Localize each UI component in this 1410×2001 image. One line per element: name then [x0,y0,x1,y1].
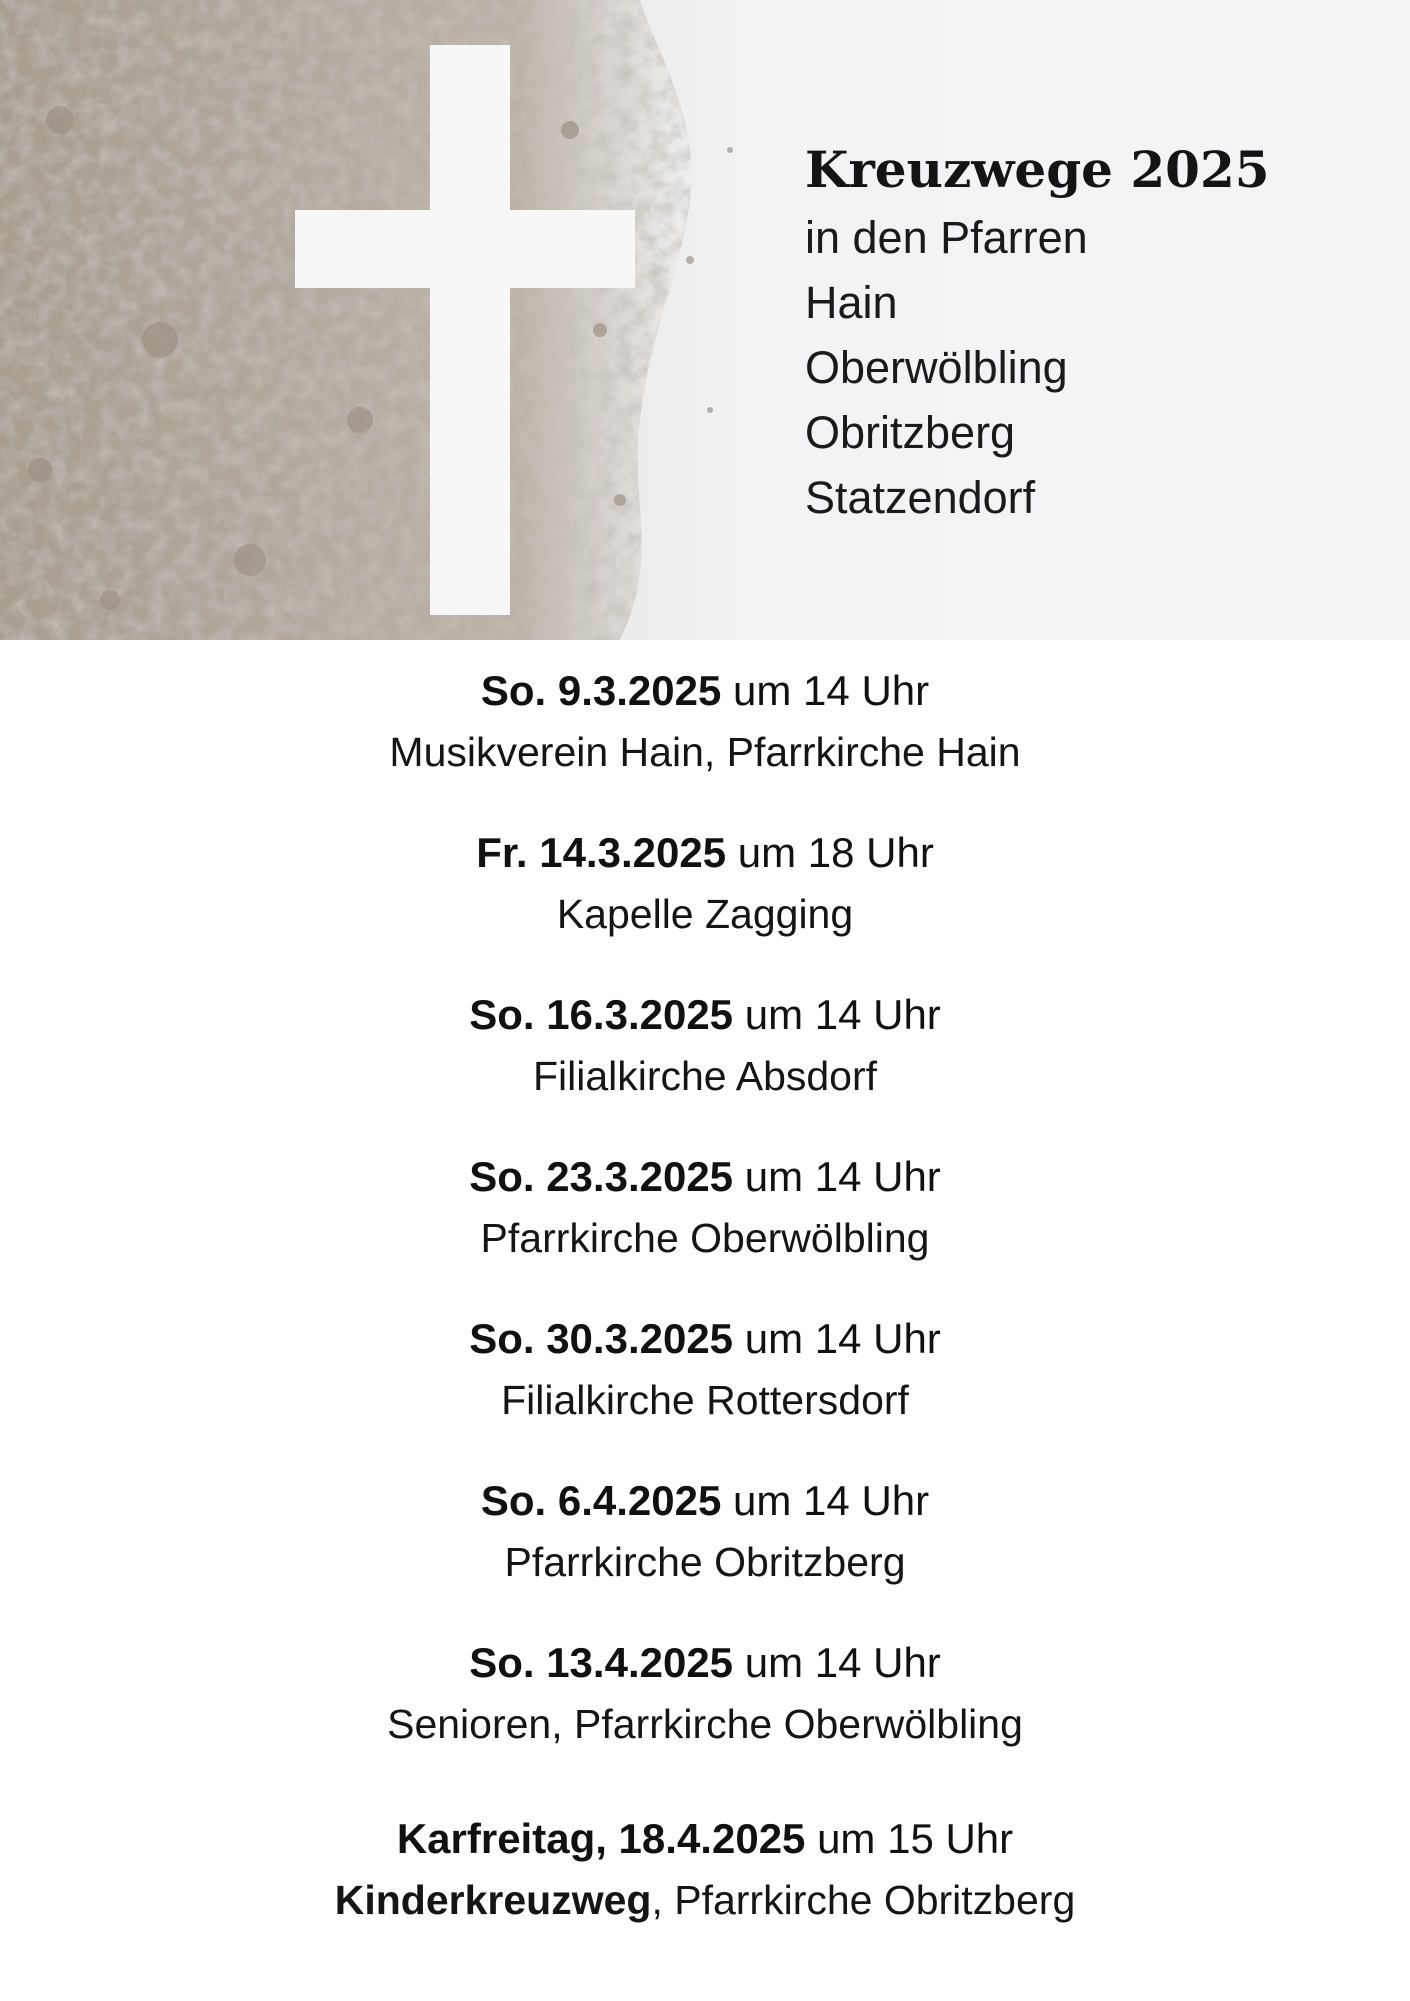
event-date: So. 13.4.2025 [469,1639,734,1686]
event-item [0,1470,1410,1592]
event-location-rest: , Pfarrkirche Obritzberg [651,1877,1076,1923]
event-location: Kapelle Zagging [556,891,854,937]
event-item [0,1308,1410,1430]
event-location [0,1870,1410,1930]
event-location: Filialkirche Absdorf [532,1053,878,1099]
event-datetime [0,1632,1410,1694]
event-item [0,1632,1410,1754]
subtitle-line: in den Pfarren [805,212,1088,263]
event-location: Senioren, Pfarrkirche Oberwölbling [387,1701,1023,1747]
event-highlight: Kinderkreuzweg [334,1877,652,1923]
event-location: Musikverein Hain, Pfarrkirche Hain [389,729,1021,775]
event-item [0,822,1410,944]
event-datetime [0,1308,1410,1370]
event-date: Fr. 14.3.2025 [476,829,727,876]
event-date: So. 6.4.2025 [480,1477,722,1524]
event-time: um 14 Uhr [733,991,941,1038]
event-item [0,984,1410,1106]
event-date: So. 9.3.2025 [480,667,722,714]
event-time: um 14 Uhr [721,667,930,714]
event-list [0,660,1410,1970]
event-time: um 14 Uhr [733,1153,941,1200]
event-time: um 14 Uhr [733,1639,941,1686]
event-location: Filialkirche Rottersdorf [501,1377,909,1423]
event-location: Pfarrkirche Obritzberg [504,1539,906,1585]
event-time: um 15 Uhr [805,1815,1014,1862]
parish-oberwoelbling: Oberwölbling [805,342,1068,393]
event-datetime [0,984,1410,1046]
event-date: So. 16.3.2025 [469,991,734,1038]
page-title: Kreuzwege 2025 [805,140,1270,199]
event-datetime [0,1470,1410,1532]
event-datetime [0,1808,1410,1870]
event-item [0,1146,1410,1268]
header-text [805,135,1270,530]
final-event-item [0,1808,1410,1930]
event-location: Pfarrkirche Oberwölbling [480,1215,930,1261]
header-banner [0,0,1410,640]
event-date: Karfreitag, 18.4.2025 [396,1815,806,1862]
parish-obritzberg: Obritzberg [805,407,1016,458]
event-date: So. 23.3.2025 [469,1153,734,1200]
event-datetime [0,1146,1410,1208]
event-time: um 14 Uhr [721,1477,930,1524]
parish-hain: Hain [805,277,898,328]
event-time: um 18 Uhr [726,829,934,876]
event-date: So. 30.3.2025 [469,1315,734,1362]
event-datetime [0,660,1410,722]
event-time: um 14 Uhr [733,1315,941,1362]
event-datetime [0,822,1410,884]
parish-statzendorf: Statzendorf [805,472,1036,523]
event-item [0,660,1410,782]
